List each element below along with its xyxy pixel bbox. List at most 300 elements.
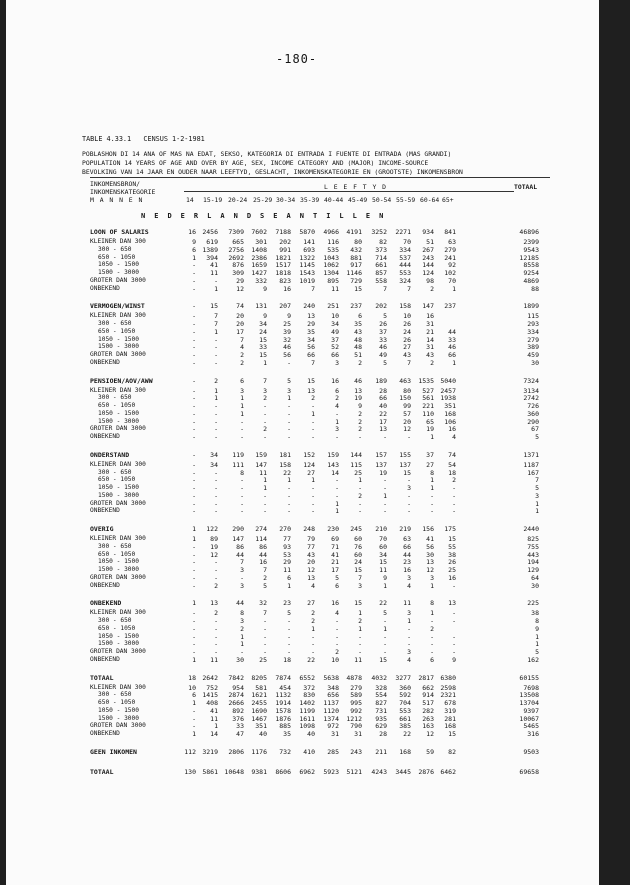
table-cell: 14 — [210, 730, 218, 738]
table-cell: 31 — [426, 343, 434, 352]
age-column-header: 14 — [186, 196, 194, 204]
table-row — [6, 582, 599, 591]
table-cell: 8 — [240, 468, 244, 477]
table-cell: - — [263, 417, 267, 426]
row-label: 650 - 1050 — [98, 327, 136, 335]
table-cell: 69 — [331, 535, 339, 543]
table-cell: 144 — [422, 261, 434, 270]
total-header: TOTAAL — [514, 183, 538, 191]
table-cell: - — [214, 499, 218, 508]
table-cell: 857 — [375, 269, 387, 277]
table-cell: 1 — [240, 640, 244, 649]
table-cell: - — [263, 617, 267, 625]
table-cell: 281 — [444, 714, 456, 723]
table-cell: 18 — [448, 468, 456, 477]
table-cell: - — [240, 476, 244, 485]
table-cell: 1 — [430, 609, 434, 618]
age-column-header: 50-54 — [372, 196, 392, 204]
table-cell: 15 — [379, 655, 387, 664]
table-cell: 2742 — [523, 394, 539, 403]
table-cell: 15 — [448, 730, 456, 738]
table-cell: - — [358, 507, 362, 516]
table-cell: - — [240, 433, 244, 441]
table-cell: 106 — [444, 417, 456, 426]
table-cell: 44 — [236, 550, 244, 559]
age-column-header: 35-39 — [300, 196, 320, 204]
table-cell: - — [192, 624, 196, 633]
table-cell: 19 — [379, 468, 387, 477]
table-cell: 7 — [240, 335, 244, 344]
table-cell: 1 — [311, 624, 315, 633]
table-cell: 15 — [354, 599, 362, 608]
table-cell: - — [192, 320, 196, 328]
table-cell: 290 — [232, 525, 244, 533]
table-cell: 1 — [214, 284, 218, 293]
table-cell: 9 — [535, 624, 539, 633]
table-cell: 11 — [379, 566, 387, 574]
row-label: GROTER DAN 3000 — [90, 351, 146, 358]
table-cell: 9 — [452, 655, 456, 664]
table-cell: - — [214, 351, 218, 359]
table-cell: 29 — [307, 320, 315, 328]
table-cell: 25 — [259, 655, 267, 664]
table-cell: 3445 — [395, 767, 411, 776]
header-rule-top — [90, 177, 550, 178]
table-cell: 2666 — [228, 699, 244, 707]
table-cell: 5 — [535, 433, 539, 441]
table-cell: 7 — [358, 573, 362, 582]
table-cell: 1 — [430, 581, 434, 590]
table-cell: - — [452, 484, 456, 492]
table-cell: 89 — [210, 535, 218, 543]
table-cell: 55 — [448, 542, 456, 551]
table-cell: 29 — [236, 276, 244, 285]
table-cell: 22 — [379, 409, 387, 418]
table-cell: 1535 — [418, 376, 434, 385]
table-cell: 2455 — [251, 699, 267, 707]
table-cell: 22 — [403, 730, 411, 738]
table-cell: 13508 — [519, 691, 539, 700]
table-cell: 553 — [399, 706, 411, 715]
table-cell: 2 — [214, 609, 218, 618]
table-cell: 9 — [383, 573, 387, 582]
table-cell: 274 — [255, 525, 267, 533]
table-cell: 827 — [375, 699, 387, 707]
table-cell: - — [287, 491, 291, 500]
table-cell: - — [335, 484, 339, 492]
table-cell: 48 — [354, 343, 362, 352]
table-cell: 98 — [426, 276, 434, 285]
table-cell: - — [358, 640, 362, 649]
table-cell: 1145 — [299, 261, 315, 270]
table-cell: - — [263, 499, 267, 508]
table-cell: 39 — [283, 327, 291, 336]
table-cell: 66 — [379, 394, 387, 403]
table-cell: 914 — [422, 691, 434, 700]
col-header-sex: M A N N E N — [90, 196, 144, 204]
table-cell: 150 — [399, 394, 411, 403]
table-cell: - — [430, 507, 434, 516]
table-cell: 74 — [448, 450, 456, 459]
table-cell: 527 — [422, 386, 434, 395]
table-cell: 102 — [444, 269, 456, 277]
table-cell: 309 — [232, 269, 244, 277]
table-cell: 30 — [426, 550, 434, 559]
table-cell: - — [287, 409, 291, 418]
table-cell: 23 — [403, 558, 411, 567]
table-cell: 66 — [403, 542, 411, 551]
table-cell: 26 — [403, 335, 411, 344]
table-cell: 6552 — [299, 673, 315, 682]
table-cell: 1 — [263, 484, 267, 492]
table-cell: 1 — [287, 476, 291, 485]
table-cell: 194 — [527, 558, 539, 567]
row-label: TOTAAL — [90, 767, 114, 776]
table-cell: 432 — [350, 245, 362, 254]
table-cell: - — [311, 425, 315, 434]
table-cell: 11 — [403, 599, 411, 608]
row-label: KLEINER DAN 300 — [90, 312, 146, 320]
table-cell: 6 — [192, 691, 196, 700]
table-cell: 27 — [403, 343, 411, 352]
table-cell: - — [214, 566, 218, 574]
table-cell: 1938 — [440, 394, 456, 403]
table-cell: - — [287, 632, 291, 641]
table-cell: 8 — [535, 617, 539, 625]
table-cell: 589 — [350, 691, 362, 700]
table-cell: 33 — [259, 343, 267, 352]
row-label: ONBEKEND — [90, 655, 120, 663]
table-cell: 1 — [192, 699, 196, 707]
table-cell: 25 — [354, 468, 362, 477]
row-label: KLEINER DAN 300 — [90, 683, 146, 691]
table-cell: 152 — [303, 450, 315, 459]
table-cell: 163 — [422, 722, 434, 731]
table-cell: - — [214, 417, 218, 426]
row-label: ONBEKEND — [90, 358, 120, 366]
table-cell: - — [214, 476, 218, 485]
table-cell: 1322 — [299, 253, 315, 262]
table-cell: 13704 — [519, 699, 539, 707]
table-cell: 130 — [184, 767, 196, 776]
table-cell: 181 — [279, 450, 291, 459]
table-cell: - — [311, 507, 315, 516]
table-cell: 934 — [422, 228, 434, 236]
table-cell: 46 — [379, 343, 387, 352]
table-cell: 3 — [335, 425, 339, 434]
table-cell: 9503 — [523, 747, 539, 756]
table-cell: 293 — [527, 320, 539, 328]
row-label: 1050 - 1500 — [98, 632, 139, 640]
table-cell: 517 — [422, 699, 434, 707]
table-cell: - — [287, 624, 291, 633]
table-cell: 60 — [379, 542, 387, 551]
table-cell: 15 — [448, 535, 456, 543]
table-cell: 44 — [236, 599, 244, 608]
table-cell: 1621 — [251, 691, 267, 700]
row-label: ONBEKEND — [90, 507, 120, 515]
table-cell: 221 — [422, 402, 434, 410]
table-cell: 31 — [331, 730, 339, 738]
table-cell: 8 — [430, 599, 434, 608]
table-cell: - — [407, 499, 411, 508]
table-cell: - — [430, 499, 434, 508]
table-cell: - — [214, 573, 218, 582]
table-cell: 714 — [375, 253, 387, 262]
row-label: ONBEKEND — [90, 730, 120, 737]
table-cell: 1120 — [323, 706, 339, 715]
table-cell: 20 — [307, 558, 315, 567]
table-cell: 1517 — [275, 261, 291, 270]
table-cell: 7309 — [228, 228, 244, 236]
table-cell: - — [287, 640, 291, 649]
table-cell: 1 — [311, 409, 315, 418]
table-cell: - — [358, 433, 362, 441]
table-cell: 41 — [210, 261, 218, 270]
title-dutch: BEVOLKING VAN 14 JAAR EN OUDER NAAR LEEFTYD, GESLACHT, INKOMENSKATEGORIE EN (GROOTSTE) INKOMENSBRON — [82, 168, 463, 176]
row-label: 300 - 650 — [98, 320, 132, 327]
table-cell: - — [192, 335, 196, 344]
table-cell: 6 — [335, 581, 339, 590]
table-cell: 71 — [331, 542, 339, 551]
row-label: 300 - 650 — [98, 542, 132, 550]
table-cell: 66 — [307, 351, 315, 359]
row-label: PENSIOEN/AOV/AWW — [90, 376, 153, 385]
table-cell: - — [214, 409, 218, 418]
table-cell: 35 — [354, 320, 362, 328]
table-cell: 77 — [283, 535, 291, 543]
table-cell: - — [240, 425, 244, 434]
table-cell: 6380 — [440, 673, 456, 682]
table-cell: 2642 — [202, 673, 218, 682]
table-cell: 360 — [399, 683, 411, 692]
row-label: KLEINER DAN 300 — [90, 460, 146, 468]
table-cell: 1 — [407, 617, 411, 625]
table-cell: 51 — [354, 351, 362, 359]
table-cell: - — [383, 632, 387, 641]
table-cell: 230 — [327, 525, 339, 533]
table-cell: 1374 — [323, 714, 339, 723]
table-cell: 66 — [448, 351, 456, 359]
table-cell: 30 — [531, 581, 539, 590]
table-cell: - — [214, 617, 218, 625]
table-cell: 2 — [263, 394, 267, 403]
table-cell: 69658 — [519, 767, 539, 776]
table-cell: 704 — [399, 699, 411, 707]
table-cell: - — [263, 402, 267, 410]
table-cell: - — [240, 491, 244, 500]
table-cell: 56 — [307, 343, 315, 352]
table-cell: 64 — [531, 573, 539, 582]
table-cell: - — [263, 640, 267, 649]
table-cell: 22 — [283, 468, 291, 477]
table-cell: 1098 — [299, 722, 315, 731]
table-cell: - — [430, 617, 434, 625]
table-row — [6, 377, 599, 386]
table-cell: - — [214, 402, 218, 410]
table-cell: 9543 — [523, 245, 539, 254]
table-cell: 1 — [287, 581, 291, 590]
table-cell: 93 — [283, 542, 291, 551]
table-cell: 66 — [331, 351, 339, 359]
table-cell: 279 — [527, 335, 539, 344]
table-cell: 92 — [448, 261, 456, 270]
table-cell: 558 — [375, 276, 387, 285]
table-cell: 3 — [430, 573, 434, 582]
table-cell: 13 — [307, 386, 315, 395]
table-cell: 752 — [206, 683, 218, 692]
table-cell: 1 — [535, 640, 539, 649]
table-cell: 31 — [354, 730, 362, 738]
table-cell: 46896 — [519, 228, 539, 236]
table-cell: - — [192, 409, 196, 418]
census-date: CENSUS 1-2-1981 — [143, 135, 205, 143]
table-cell: 49 — [331, 327, 339, 336]
table-row — [6, 507, 599, 516]
table-cell: 3 — [407, 573, 411, 582]
table-cell: 43 — [426, 351, 434, 359]
table-cell: 4 — [452, 433, 456, 441]
table-cell: 2321 — [440, 691, 456, 700]
table-cell: 21 — [331, 558, 339, 567]
table-cell: - — [263, 491, 267, 500]
table-cell: 38 — [531, 609, 539, 618]
row-label: OVERIG — [90, 525, 114, 533]
table-cell: 2 — [240, 358, 244, 367]
table-cell: - — [407, 632, 411, 641]
table-cell: 9397 — [523, 706, 539, 715]
table-cell: 1 — [214, 394, 218, 403]
table-cell: 147 — [255, 460, 267, 469]
table-cell: 7 — [214, 320, 218, 328]
table-cell: - — [192, 491, 196, 500]
table-cell: 29 — [283, 558, 291, 567]
table-cell: 1659 — [251, 261, 267, 270]
table-cell: 1 — [311, 476, 315, 485]
table-cell: - — [240, 484, 244, 492]
table-cell: 4 — [240, 343, 244, 352]
table-cell: 1 — [214, 327, 218, 336]
table-cell: 351 — [444, 402, 456, 410]
table-cell: 28 — [379, 386, 387, 395]
table-cell: 351 — [255, 722, 267, 731]
table-cell: 6 — [287, 573, 291, 582]
table-cell: - — [383, 499, 387, 508]
row-label: 650 - 1050 — [98, 253, 136, 261]
table-cell: 70 — [379, 535, 387, 543]
table-cell: 34 — [210, 460, 218, 469]
table-cell: 1914 — [275, 699, 291, 707]
table-cell: 19 — [426, 425, 434, 434]
table-cell: 33 — [236, 722, 244, 731]
table-cell: 1 — [263, 476, 267, 485]
table-cell: - — [407, 491, 411, 500]
table-cell: 372 — [303, 683, 315, 692]
table-cell: 40 — [259, 730, 267, 738]
table-cell: 141 — [303, 238, 315, 246]
table-cell: 18 — [188, 673, 196, 682]
table-cell: 20 — [236, 312, 244, 321]
table-cell: 115 — [527, 312, 539, 321]
table-row — [6, 748, 599, 757]
table-cell: - — [192, 484, 196, 492]
row-label: 1050 - 1500 — [98, 706, 139, 714]
table-cell: 111 — [232, 460, 244, 469]
table-cell: 15 — [259, 335, 267, 344]
table-cell: 5 — [335, 573, 339, 582]
row-label: KLEINER DAN 300 — [90, 609, 146, 617]
table-cell: 290 — [527, 417, 539, 426]
table-cell: 1 — [214, 386, 218, 395]
table-cell: 1 — [535, 499, 539, 508]
table-cell: 2756 — [228, 245, 244, 254]
table-cell: 56 — [426, 542, 434, 551]
table-cell: 6 — [240, 376, 244, 385]
table-cell: 19 — [354, 394, 362, 403]
table-cell: - — [192, 558, 196, 567]
table-cell: 243 — [422, 253, 434, 262]
table-cell: 2 — [452, 476, 456, 485]
table-cell: 755 — [527, 542, 539, 551]
table-cell: 27 — [426, 460, 434, 469]
row-label: ONBEKEND — [90, 433, 120, 440]
table-cell: - — [452, 632, 456, 641]
table-cell: 14 — [426, 335, 434, 344]
table-cell: - — [240, 507, 244, 516]
table-cell: 3277 — [395, 673, 411, 682]
table-cell: 334 — [527, 327, 539, 336]
table-cell: 13 — [379, 425, 387, 434]
row-label: GROTER DAN 3000 — [90, 499, 146, 507]
table-cell: 22 — [307, 655, 315, 664]
row-label: 1050 - 1500 — [98, 409, 139, 417]
table-cell: 1 — [535, 632, 539, 641]
table-cell: 3252 — [371, 228, 387, 236]
table-cell: 11 — [210, 655, 218, 664]
table-cell: - — [287, 417, 291, 426]
table-cell: 1690 — [251, 706, 267, 715]
table-cell: - — [214, 632, 218, 641]
table-cell: 7 — [407, 284, 411, 293]
table-cell: 1 — [358, 609, 362, 618]
table-cell: 202 — [279, 238, 291, 246]
table-cell: 373 — [375, 245, 387, 254]
table-cell: 30 — [531, 358, 539, 367]
table-cell: 1 — [335, 499, 339, 508]
table-cell: 156 — [422, 525, 434, 533]
table-cell: 5121 — [346, 767, 362, 776]
table-cell: 159 — [255, 450, 267, 459]
table-cell: 210 — [375, 525, 387, 533]
table-cell: 115 — [350, 460, 362, 469]
row-label: 650 - 1050 — [98, 624, 136, 632]
table-cell: 376 — [232, 714, 244, 723]
table-cell: 537 — [399, 253, 411, 262]
age-column-header: 20-24 — [228, 196, 248, 204]
table-cell: - — [192, 402, 196, 410]
row-label: 1050 - 1500 — [98, 261, 139, 269]
table-cell: 243 — [350, 747, 362, 756]
table-cell: 619 — [206, 238, 218, 246]
table-cell: - — [452, 640, 456, 649]
table-cell: 34 — [307, 335, 315, 344]
table-cell: 44 — [259, 550, 267, 559]
table-cell: 251 — [327, 302, 339, 311]
table-cell: 1199 — [299, 706, 315, 715]
table-cell: 144 — [350, 450, 362, 459]
table-cell: 5 — [535, 484, 539, 492]
table-cell: 881 — [350, 253, 362, 262]
